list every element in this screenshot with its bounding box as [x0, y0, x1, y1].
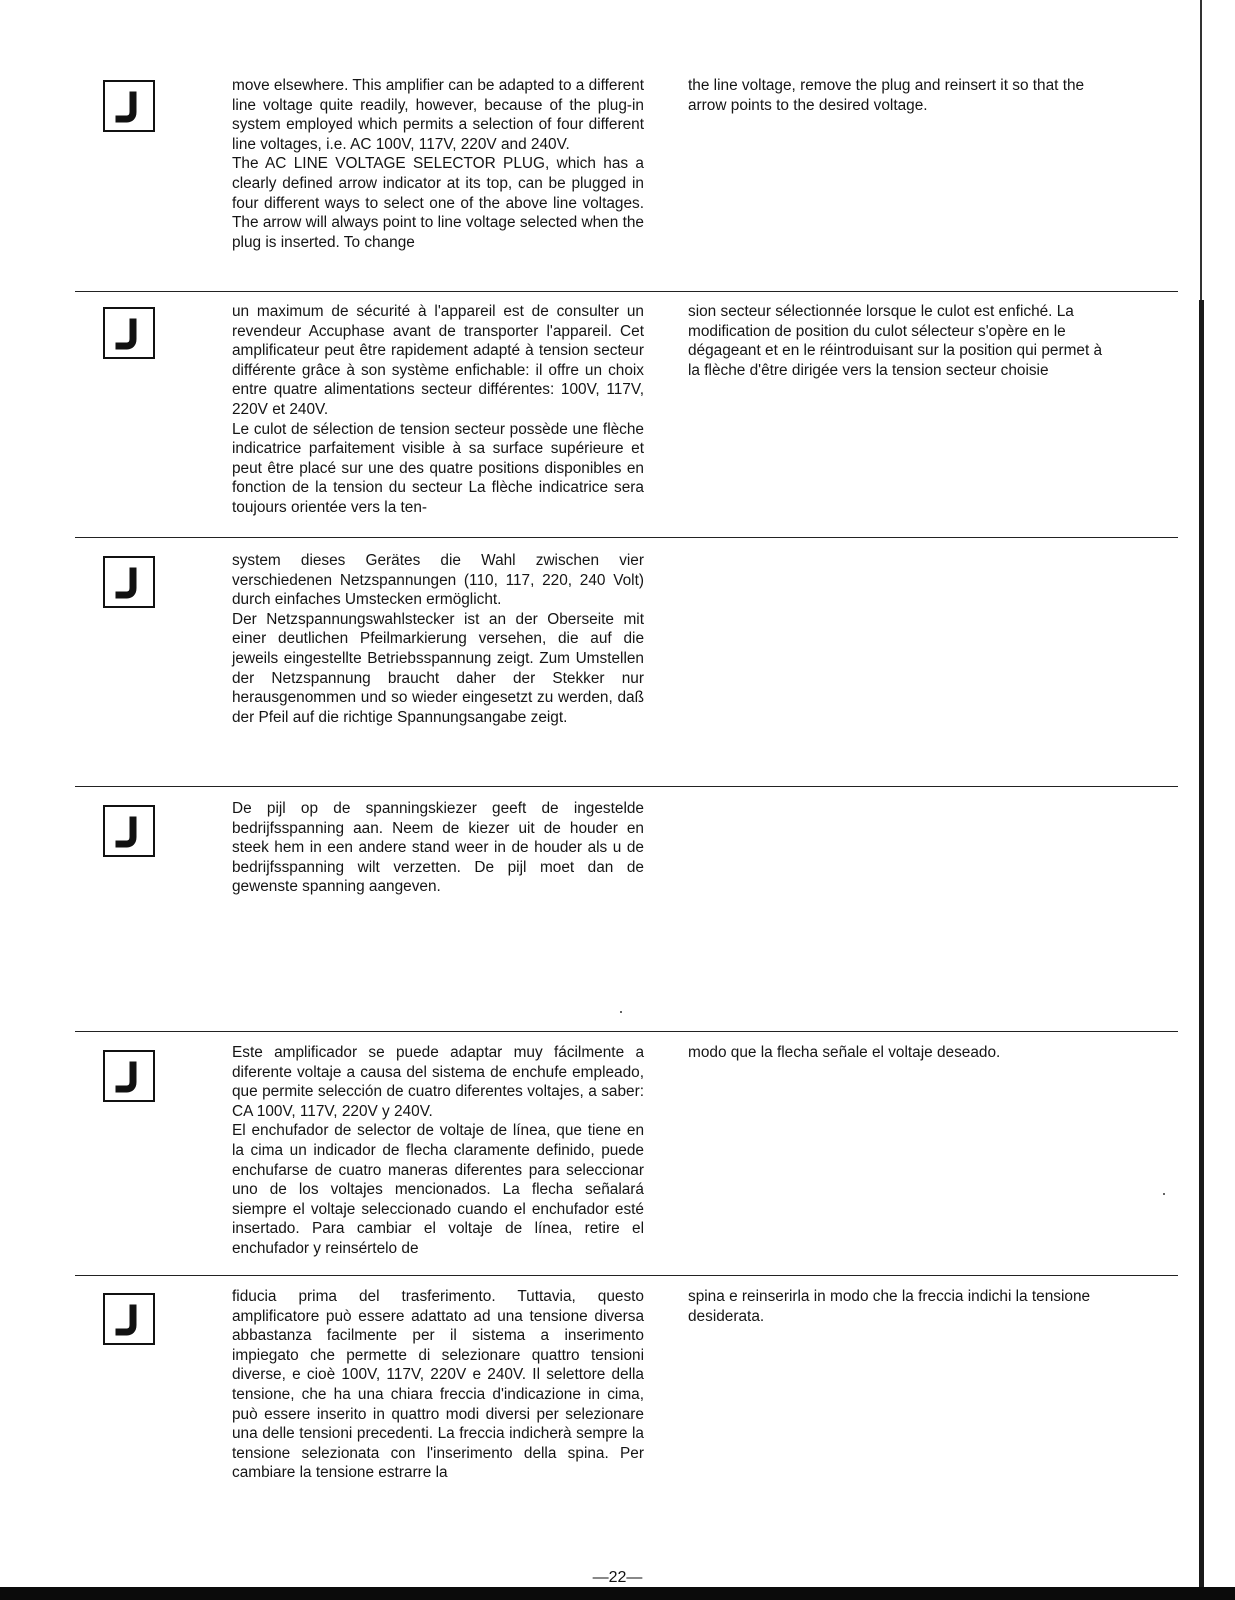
french-paragraph-1: un maximum de sécurité à l'appareil est de consulter un revendeur Accuphase avant de transporter l'appareil. Cet amplificateur peut être rapidement adapté à tension secteur différente grâce à son système enfichable: il offre un choix entre quatre alimentations secteur différentes: 100V, 117V, 220V et 240V. [232, 303, 644, 418]
j-letter-icon [105, 807, 153, 855]
section-divider [75, 1031, 1178, 1032]
section-divider [75, 1275, 1178, 1276]
italian-paragraph-1: fiducia prima del trasferimento. Tuttavia, questo amplificatore può essere adattato ad una tensione diversa abbastanza facilmente per il sistema a inserimento impiegato che permette di selezionare quattro tensioni diverse, e cioè 100V, 117V, 220V e 240V. Il selettore della tensione, che ha una chiara freccia d'indicazione in cima, può essere inserito in quattro modi diversi per selezionare una delle tensioni precedenti. La freccia indicherà sempre la tensione selezionata con l'inserimento della spina. Per cambiare la tensione estrarre la [232, 1288, 644, 1482]
spanish-paragraph-1: Este amplificador se puede adaptar muy fácilmente a diferente voltaje a causa del sistema de enchufe empleado, que permite selección de cuatro diferentes voltajes, a saber: CA 100V, 117V, 220V y 240V. [232, 1044, 644, 1120]
scan-speck [1163, 1193, 1165, 1195]
german-column-1 [232, 551, 644, 727]
italian-column-1 [232, 1287, 644, 1483]
scan-bottom-bar [0, 1587, 1235, 1600]
spanish-paragraph-3: modo que la flecha señale el voltaje deseado. [688, 1044, 1001, 1061]
spanish-column-1 [232, 1043, 644, 1259]
french-column-1 [232, 302, 644, 518]
italian-paragraph-2: spina e reinserirla in modo che la freccia indichi la tensione desiderata. [688, 1288, 1091, 1325]
j-letter-icon [105, 82, 153, 130]
section-divider [75, 537, 1178, 538]
language-marker-j [103, 805, 155, 857]
english-paragraph-3: the line voltage, remove the plug and reinsert it so that the arrow points to the desired voltage. [688, 77, 1085, 114]
section-divider [75, 786, 1178, 787]
language-marker-j [103, 1050, 155, 1102]
j-letter-icon [105, 1295, 153, 1343]
dutch-column-1 [232, 799, 644, 897]
page-edge-shadow [1199, 300, 1204, 1587]
english-paragraph-2: The AC LINE VOLTAGE SELECTOR PLUG, which has a clearly defined arrow indicator at its top, can be plugged in four different ways to select one of the above line voltages. The arrow will always point to line voltage selected when the plug is inserted. To change [232, 155, 644, 251]
german-paragraph-1: system dieses Gerätes die Wahl zwischen vier verschiedenen Netzspannungen (110, 117, 220, 240 Volt) durch einfaches Umstecken ermöglicht. [232, 552, 644, 609]
language-marker-j [103, 80, 155, 132]
english-paragraph-1: move elsewhere. This amplifier can be adapted to a different line voltage quite readily, however, because of the plug-in system employed which permits a selection of four different line voltages, i.e. AC 100V, 117V, 220V and 240V. [232, 77, 644, 153]
j-letter-icon [105, 1052, 153, 1100]
section-divider [75, 291, 1178, 292]
language-marker-j [103, 1293, 155, 1345]
scan-speck [620, 1011, 622, 1013]
english-column-1 [232, 76, 644, 252]
page-number: —22— [592, 1569, 643, 1586]
language-marker-j [103, 307, 155, 359]
english-column-2 [688, 76, 1106, 115]
italian-column-2 [688, 1287, 1106, 1326]
dutch-paragraph-1: De pijl op de spanningskiezer geeft de ingestelde bedrijfsspanning aan. Neem de kiezer uit de houder en steek hem in een andere stand weer in de houder als u de bedrijfsspanning wilt verzetten. De pijl moet dan de gewenste spanning aangeven. [232, 800, 644, 896]
french-paragraph-2: Le culot de sélection de tension secteur possède une flèche indicatrice parfaitement visible à sa surface supérieure et peut être placé sur une des quatre positions disponibles en fonction de la tension du secteur La flèche indicatrice sera toujours orientée vers la ten- [232, 420, 644, 516]
j-letter-icon [105, 558, 153, 606]
french-paragraph-3: sion secteur sélectionnée lorsque le culot est enfiché. La modification de position du culot sélecteur s'opère en le dégageant et en le réintroduisant sur la position qui permet à la flèche d'être dirigée vers la tension secteur choisie [688, 303, 1103, 379]
spanish-paragraph-2: El enchufador de selector de voltaje de línea, que tiene en la cima un indicador de flecha claramente definido, puede enchufarse de cuatro maneras diferentes para seleccionar uno de los voltajes mencionados. La flecha señalará siempre el voltaje seleccionado cuando el enchufador esté insertado. Para cambiar el voltaje de línea, retire el enchufador y reinsértelo de [232, 1122, 644, 1257]
language-marker-j [103, 556, 155, 608]
j-letter-icon [105, 309, 153, 357]
spanish-column-2 [688, 1043, 1106, 1063]
german-paragraph-2: Der Netzspannungswahlstecker ist an der Oberseite mit einer deutlichen Pfeilmarkierung versehen, die auf die jeweils eingestellte Betriebsspannung zeigt. Zum Umstellen der Netzspannung braucht daher der Stekker nur herausgenommen und so wieder eingesetzt zu werden, daß der Pfeil auf die richtige Spannungsangabe zeigt. [232, 610, 644, 726]
french-column-2 [688, 302, 1106, 380]
